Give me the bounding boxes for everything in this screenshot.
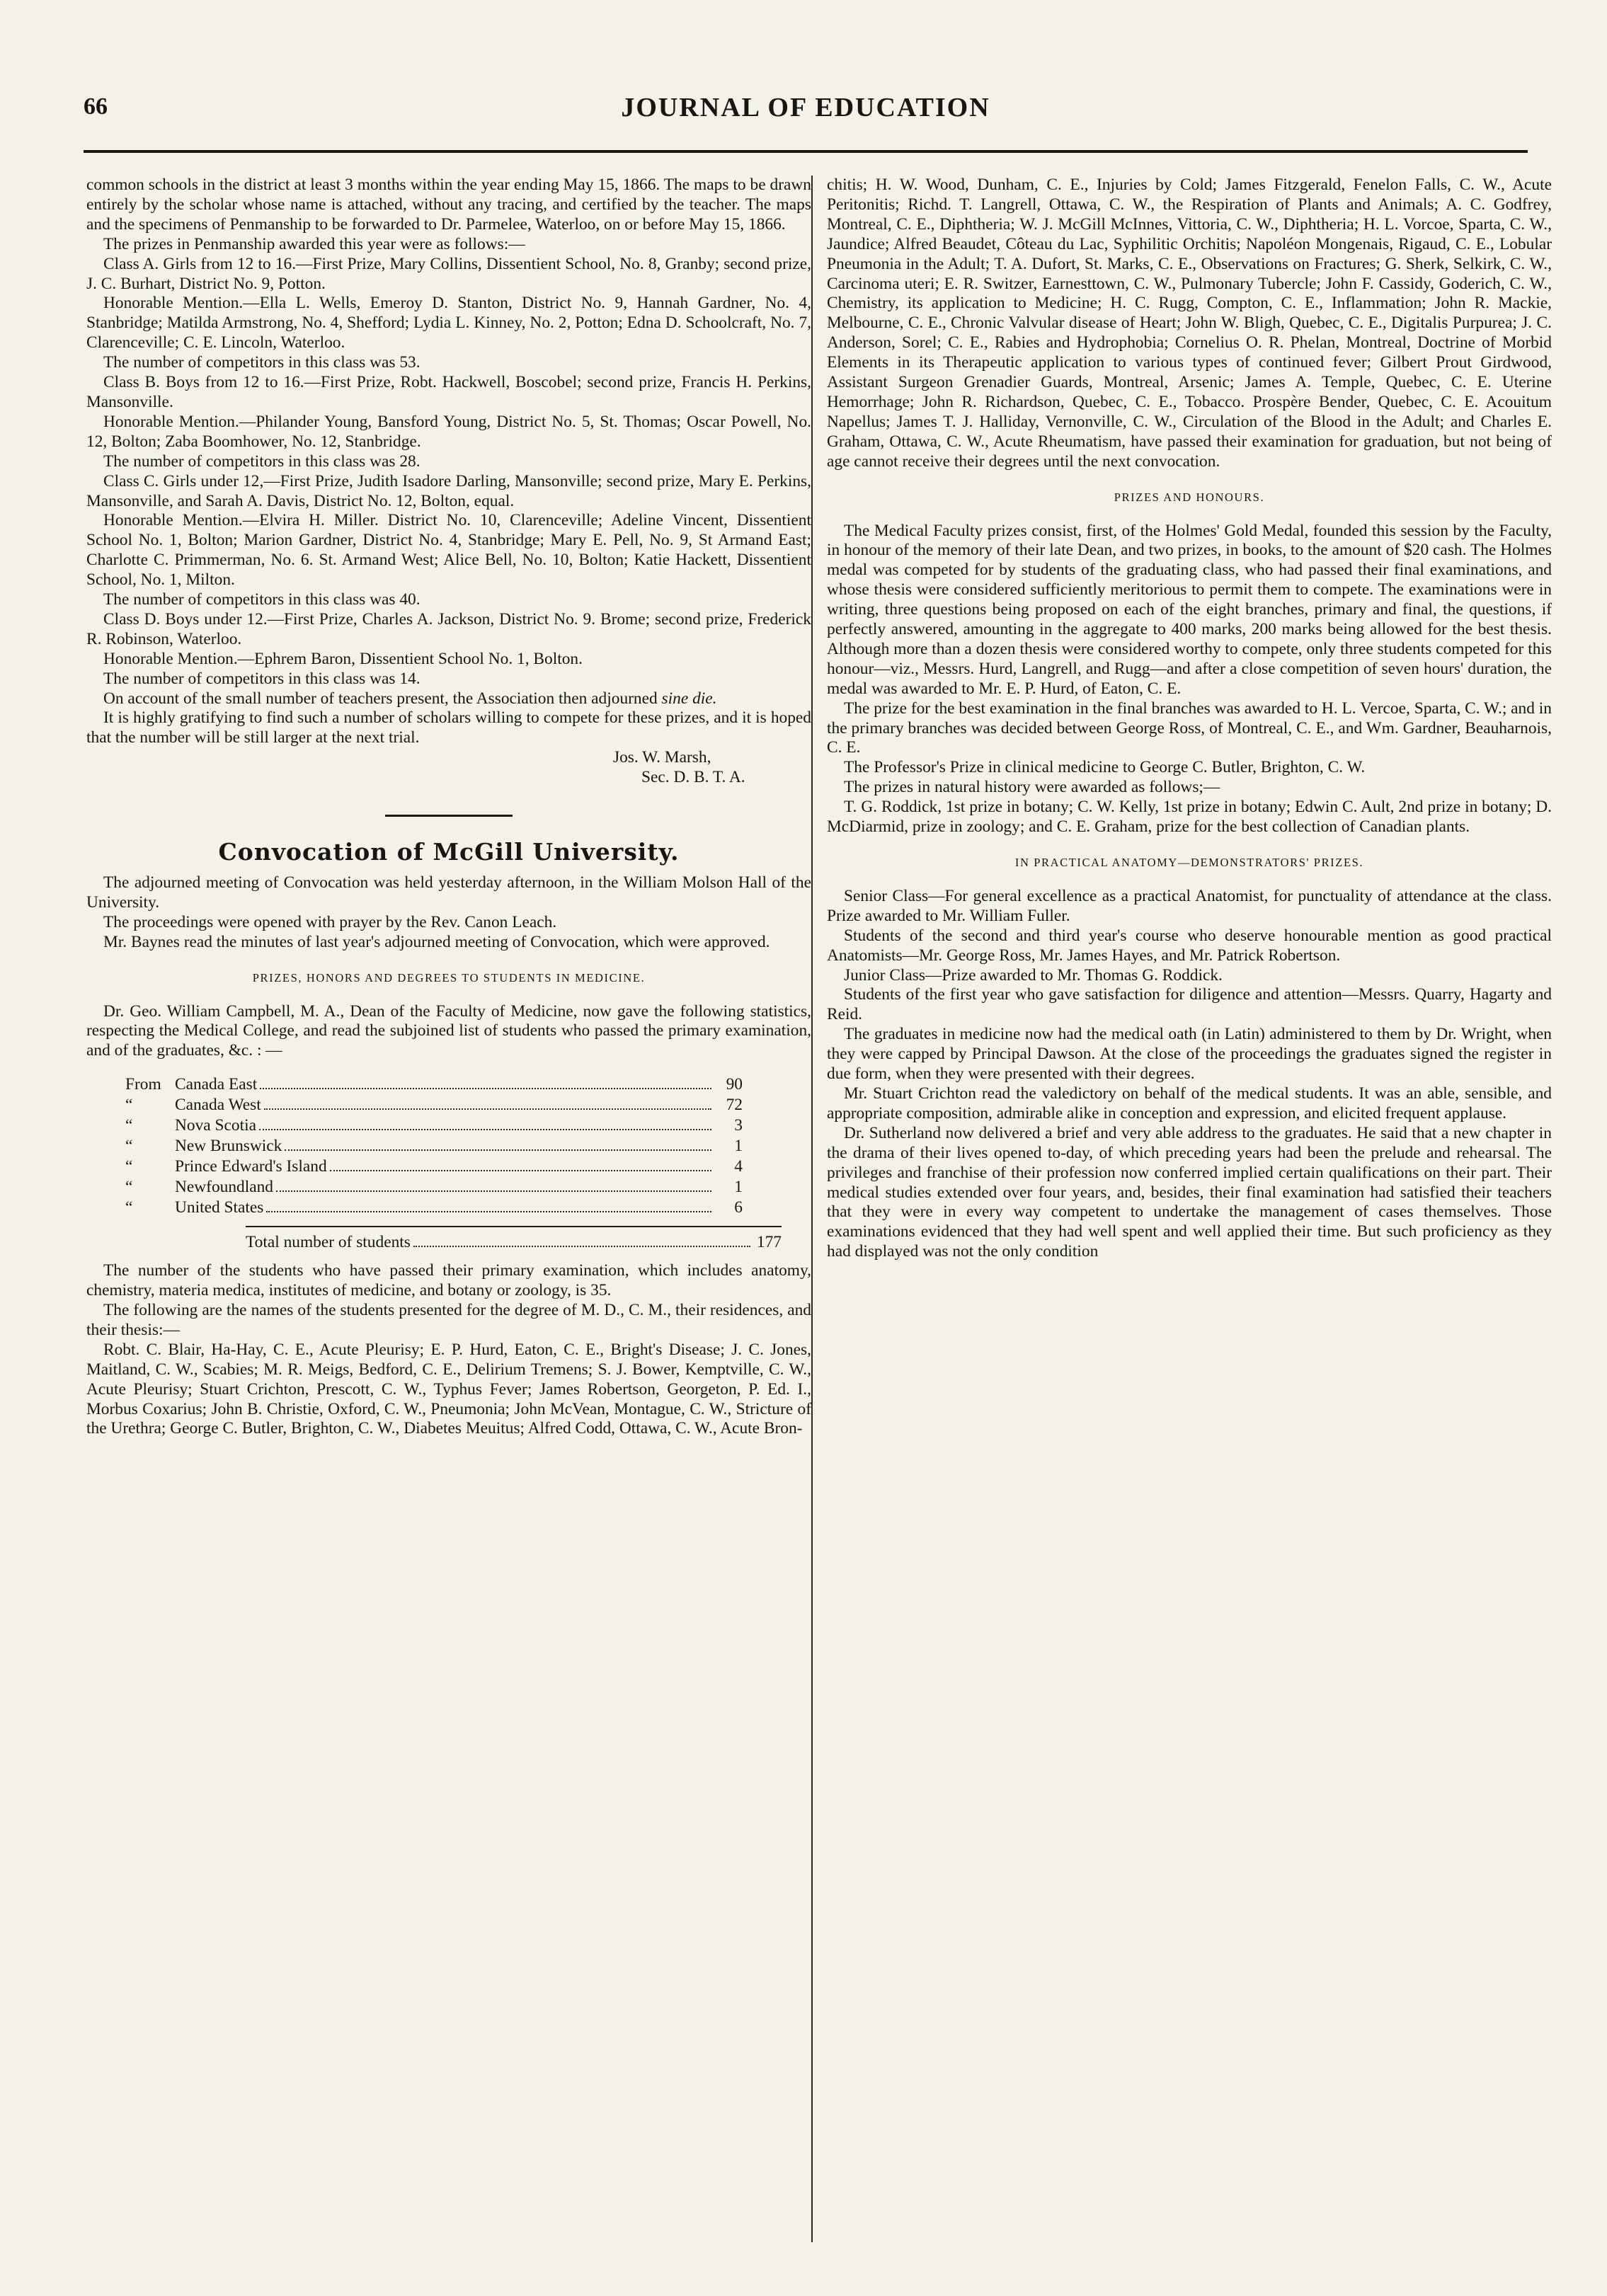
article-heading: Convocation of McGill University.: [218, 838, 680, 866]
paragraph: Dr. Geo. William Campbell, M. A., Dean of the Faculty of Medicine, now gave the following statistics, respecting the Medical College, and read the subjoined list of students who passed the primary examination, and of the graduates, &c. : —: [86, 1001, 811, 1060]
paragraph: The graduates in medicine now had the medical oath (in Latin) administered to them by Dr. Wright, when they were capped by Principal Dawson. At the close of the proceedings the graduates signed the register in due form, when they were presented with their degrees.: [827, 1025, 1552, 1084]
total-label: Total number of students: [246, 1233, 411, 1252]
stat-label: Nova Scotia: [175, 1116, 256, 1135]
ditto-mark: “: [125, 1178, 133, 1197]
student-statistics-table: [125, 1075, 782, 1253]
left-column: [86, 176, 811, 1439]
stat-value: 6: [734, 1198, 743, 1217]
paragraph: Students of the first year who gave satisfaction for diligence and attention—Messrs. Quarry, Hagarty and Reid.: [827, 985, 1552, 1024]
paragraph: The prize for the best examination in the final branches was awarded to H. L. Vercoe, Sparta, C. W.; and in the primary branches was decided between George Ross, of Montreal, C. E., and Wm. Gardner, Beauharnois, C. E.: [827, 699, 1552, 757]
dot-leader: [330, 1170, 711, 1171]
stat-row: [125, 1178, 743, 1198]
stat-row: [125, 1198, 743, 1219]
stat-value: 1: [734, 1137, 743, 1156]
paragraph: Junior Class—Prize awarded to Mr. Thomas G. Roddick.: [844, 965, 1223, 985]
stat-label: Canada West: [175, 1096, 261, 1115]
stat-row: [125, 1157, 743, 1178]
paragraph: The number of competitors in this class was 28.: [103, 452, 421, 471]
dot-leader: [260, 1088, 711, 1089]
stat-row: [125, 1137, 743, 1157]
paragraph: common schools in the district at least 3 months within the year ending May 15, 1866. The maps to be drawn entirely by the scholar whose name is attached, without any tracing, and certified by the teacher. The maps and the specimens of Penmanship to be forwarded to Dr. Parmelee, Waterloo, on or before May 15, 1866.: [86, 176, 811, 234]
stat-row: [125, 1075, 743, 1096]
dot-leader: [285, 1149, 711, 1151]
paragraph: The proceedings were opened with prayer by the Rev. Canon Leach.: [103, 912, 557, 931]
paragraph: Honorable Mention.—Elvira H. Miller. District No. 10, Clarenceville; Adeline Vincent, Dissentient School No. 1, Bolton; Marion Gardner, District No. 4, Stanbridge; Mary E. Pell, No. 9, St Armand East; Charlotte C. Primmerman, No. 6. St. Armand West; Alice Bell, No. 10, Bolton; Katie Hackett, Dissentient School, No. 1, Milton.: [86, 511, 811, 590]
subsection-heading: PRIZES AND HONOURS.: [1114, 490, 1265, 504]
stat-label: Newfoundland: [175, 1178, 274, 1197]
page-header: [84, 79, 1528, 122]
subsection-heading: IN PRACTICAL ANATOMY—DEMONSTRATORS' PRIZES.: [1014, 856, 1364, 869]
ditto-mark: “: [125, 1198, 133, 1217]
dot-leader: [264, 1108, 711, 1110]
signature-name: Jos. W. Marsh,: [613, 748, 711, 767]
dot-leader: [413, 1246, 750, 1247]
paragraph: Class C. Girls under 12,—First Prize, Judith Isadore Darling, Mansonville; second prize, Mary E. Perkins, Mansonville, and Sarah A. Davis, District No. 12, Bolton, equal.: [86, 471, 811, 510]
ditto-mark: “: [125, 1096, 133, 1115]
paragraph: Mr. Baynes read the minutes of last year's adjourned meeting of Convocation, which were approved.: [103, 932, 770, 951]
stat-value: 72: [726, 1096, 743, 1115]
dot-leader: [276, 1190, 711, 1192]
paragraph: Honorable Mention.—Ephrem Baron, Dissentient School No. 1, Bolton.: [103, 649, 583, 668]
paragraph: The Medical Faculty prizes consist, first, of the Holmes' Gold Medal, founded this session by the Faculty, in honour of the memory of their late Dean, and two prizes, in books, to the amount of $20 cash. The Holmes medal was competed for by students of the graduating class, who had passed their final examinations, and whose thesis were considered sufficiently meritorious to permit them to compete. The examinations were in writing, three questions being proposed on each of the eight branches, primary and final, the questions, if perfectly answered, amounting in the aggregate to 400 marks, 200 marks being allowed for the best thesis. Although more than a dozen thesis were considered worthy to compete, only three students competed for this honour—viz., Messrs. Hurd, Langrell, and Rugg—and after a close competition of seven hours' duration, the medal was awarded to Mr. E. P. Hurd, of Eaton, C. E.: [827, 521, 1552, 698]
column-divider: [811, 176, 813, 2242]
paragraph: Honorable Mention.—Ella L. Wells, Emeroy D. Stanton, District No. 9, Hannah Gardner, No. 4, Stanbridge; Matilda Armstrong, No. 4, Shefford; Lydia L. Kinney, No. 2, Potton; Edna D. Schoolcraft, No. 7, Clarenceville; C. E. Lincoln, Waterloo.: [86, 294, 811, 352]
stat-row: [125, 1116, 743, 1137]
stat-value: 90: [726, 1075, 743, 1094]
paragraph: The number of competitors in this class was 53.: [103, 353, 421, 372]
stat-label: Prince Edward's Island: [175, 1157, 327, 1176]
paragraph: It is highly gratifying to find such a number of scholars willing to compete for these prizes, and it is hoped that the number will be still larger at the next trial.: [86, 708, 811, 747]
stat-value: 1: [734, 1178, 743, 1197]
stat-value: 3: [734, 1116, 743, 1135]
paragraph: T. G. Roddick, 1st prize in botany; C. W. Kelly, 1st prize in botany; Edwin C. Ault, 2nd prize in botany; D. McDiarmid, prize in zoology; and C. E. Graham, prize for the best collection of Canadian plants.: [827, 798, 1552, 837]
page-number: 66: [84, 93, 108, 120]
stat-label: New Brunswick: [175, 1137, 282, 1156]
paragraph-text: On account of the small number of teachers present, the Association then adjourned: [103, 689, 662, 708]
journal-title: JOURNAL OF EDUCATION: [621, 93, 990, 122]
paragraph: The number of the students who have passed their primary examination, which includes anatomy, chemistry, materia medica, institutes of medicine, and botany or zoology, is 35.: [86, 1261, 811, 1300]
header-rule: [84, 150, 1528, 153]
paragraph: Honorable Mention.—Philander Young, Bansford Young, District No. 5, St. Thomas; Oscar Powell, No. 12, Bolton; Zaba Boomhower, No. 12, Stanbridge.: [86, 412, 811, 451]
paragraph: Dr. Sutherland now delivered a brief and very able address to the graduates. He said that a new chapter in the drama of their lives opened to-day, of which preceding years had been the prelude and rehearsal. The privileges and franchise of their profession now conferred implied certain qualifications on their part. Their medical studies extended over four years, and, besides, their final examination had satisfied their teachers that they were in every way competent to undertake the management of cases themselves. Those examinations evidenced that they had well spent and well applied their time. But such proficiency as they had displayed was not the only condition: [827, 1123, 1552, 1261]
paragraph: Students of the second and third year's course who deserve honourable mention as good practical Anatomists—Mr. George Ross, Mr. James Hayes, and Mr. Patrick Robertson.: [827, 926, 1552, 965]
dot-leader: [259, 1129, 711, 1130]
subsection-heading: PRIZES, HONORS AND DEGREES TO STUDENTS IN MEDICINE.: [252, 970, 646, 985]
stat-prefix: From: [125, 1075, 161, 1094]
paragraph: Class A. Girls from 12 to 16.—First Prize, Mary Collins, Dissentient School, No. 8, Granby; second prize, J. C. Burhart, District No. 9, Potton.: [86, 254, 811, 293]
stat-label: United States: [175, 1198, 264, 1217]
ditto-mark: “: [125, 1116, 133, 1135]
stat-total-row: [246, 1226, 782, 1253]
right-column: [827, 176, 1552, 1262]
signature-title: Sec. D. B. T. A.: [641, 768, 745, 787]
stat-label: Canada East: [175, 1075, 258, 1094]
section-divider: [385, 815, 513, 817]
total-value: 177: [756, 1233, 782, 1252]
paragraph: Robt. C. Blair, Ha-Hay, C. E., Acute Pleurisy; E. P. Hurd, Eaton, C. E., Bright's Disease; J. C. Jones, Maitland, C. W., Scabies; M. R. Meigs, Bedford, C. E., Delirium Tremens; S. J. Bower, Kemptville, C. W., Acute Pleurisy; Stuart Crichton, Prescott, C. W., Typhus Fever; James Robertson, Georgeton, P. Ed. I., Morbus Coxarius; John B. Christie, Oxford, C. W., Pneumonia; John McVean, Montague, C. W., Stricture of the Urethra; George C. Butler, Brighton, C. W., Diabetes Meuitus; Alfred Codd, Ottawa, C. W., Acute Bron-: [86, 1340, 811, 1438]
paragraph: The number of competitors in this class was 40.: [103, 590, 421, 609]
ditto-mark: “: [125, 1157, 133, 1176]
paragraph: The following are the names of the students presented for the degree of M. D., C. M., their residences, and their thesis:—: [86, 1300, 811, 1339]
paragraph: The Professor's Prize in clinical medicine to George C. Butler, Brighton, C. W.: [844, 758, 1366, 777]
paragraph: Mr. Stuart Crichton read the valedictory on behalf of the medical students. It was an able, sensible, and appropriate composition, admirable alike in conception and expression, and elicited frequent applause.: [827, 1084, 1552, 1123]
paragraph: The number of competitors in this class was 14.: [103, 669, 421, 688]
dot-leader: [266, 1211, 711, 1212]
paragraph: Class B. Boys from 12 to 16.—First Prize, Robt. Hackwell, Boscobel; second prize, Francis H. Perkins, Mansonville.: [86, 373, 811, 411]
paragraph: chitis; H. W. Wood, Dunham, C. E., Injuries by Cold; James Fitzgerald, Fenelon Falls, C. W., Acute Peritonitis; Richd. T. Langrell, Ottawa, C. W., the Respiration of Plants and Animals; A. C. Godfrey, Montreal, C. E., Diphtheria; W. J. McGill McInnes, Vittoria, C. W., Diphtheria; H. L. Vorcoe, Sparta, C. W., Jaundice; Alfred Beaudet, Côteau du Lac, Syphilitic Orchitis; Napoléon Mongenais, Rigaud, C. E., Lobular Pneumonia in the Adult; T. A. Dufort, St. Marks, C. E., Observations on Fractures; G. Sherk, Selkirk, C. W., Carcinoma uteri; E. R. Switzer, Earnesttown, C. W., Pulmonary Tubercle; John F. Cassidy, Goderich, C. W., Chemistry, its application to Medicine; H. C. Rugg, Compton, C. E., Inflammation; John R. Mackie, Melbourne, C. E., Chronic Valvular disease of Heart; John W. Bligh, Quebec, C. E., Digitalis Purpurea; J. C. Anderson, Sorel; C. E., Rabies and Hydrophobia; Cornelius O. R. Phelan, Montreal, Doctrine of Morbid Elements in its Therapeutic application to various types of continued fever; Gilbert Prout Girdwood, Assistant Surgeon Grenadier Guards, Montreal, Arsenic; James A. Temple, Quebec, C. E. Uterine Hemorrhage; John R. Richardson, Quebec, C. E., Tobacco. Prospère Bender, Quebec, C. E. Acouitum Napellus; James T. J. Halliday, Vernonville, C. W., Circulation of the Blood in the Adult; and Charles E. Graham, Ottawa, C. W., Acute Rheumatism, have passed their examination for graduation, but not being of age cannot receive their degrees until the next convocation.: [827, 176, 1552, 471]
stat-value: 4: [734, 1157, 743, 1176]
paragraph: [86, 689, 811, 709]
paragraph: Class D. Boys under 12.—First Prize, Charles A. Jackson, District No. 9. Brome; second prize, Frederick R. Robinson, Waterloo.: [86, 609, 811, 648]
paragraph: The prizes in Penmanship awarded this year were as follows:—: [103, 234, 525, 253]
ditto-mark: “: [125, 1137, 133, 1156]
latin-phrase: sine die.: [661, 689, 717, 708]
paragraph: The adjourned meeting of Convocation was held yesterday afternoon, in the William Molson Hall of the University.: [86, 873, 811, 912]
paragraph: Senior Class—For general excellence as a practical Anatomist, for punctuality of attendance at the class. Prize awarded to Mr. William Fuller.: [827, 886, 1552, 925]
stat-row: [125, 1096, 743, 1116]
paragraph: The prizes in natural history were awarded as follows;—: [844, 778, 1220, 797]
